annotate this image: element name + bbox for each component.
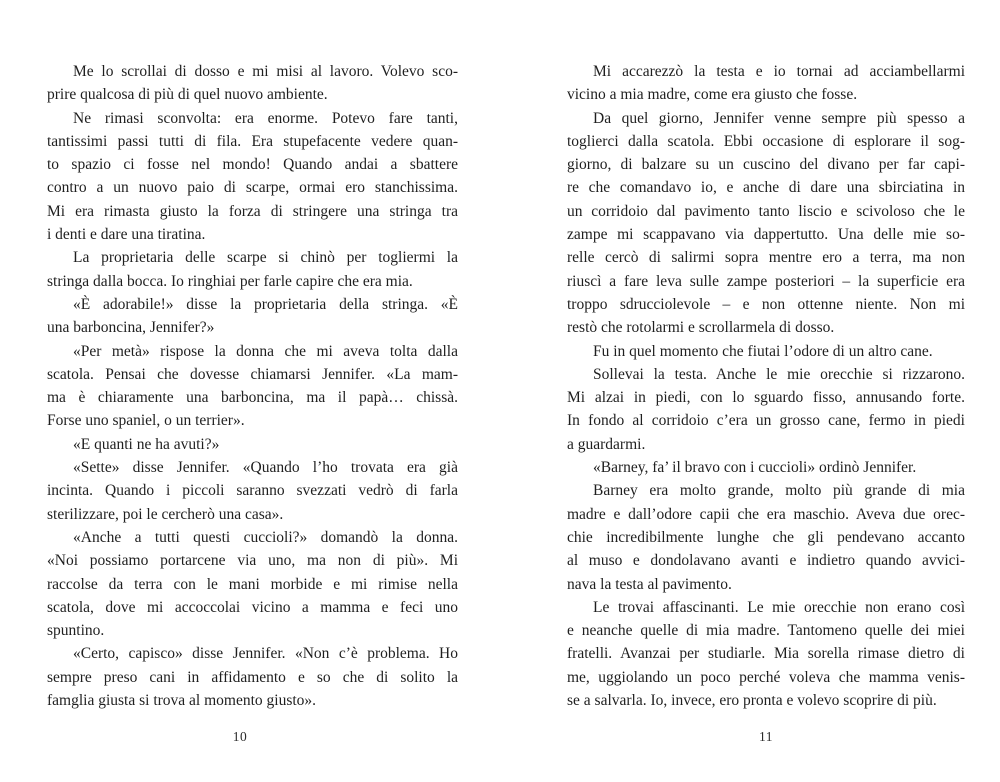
text-line: un corridoio dal pavimento tanto liscio e scivoloso che le <box>567 202 965 220</box>
text-line: giorno, di balzare su un cuscino del divano per far capi- <box>567 156 965 174</box>
text-line: me, uggiolando un poco perché voleva che mamma venis- <box>567 668 965 686</box>
page-right <box>500 0 1000 782</box>
text-line: Fu in quel momento che fiutai l’odore di un altro cane. <box>593 342 933 360</box>
text-line: Mi accarezzò la testa e io tornai ad acciambellarmi <box>593 63 965 80</box>
page-number-left: 10 <box>232 729 248 744</box>
text-line: Mi era rimasta giusto la forza di stringere una stringa tra <box>47 202 458 220</box>
text-line: relle cercò di salirmi sopra mentre ero a terra, ma non <box>567 249 965 267</box>
text-line: restò che rotolarmi e scrollarmela di dosso. <box>567 319 835 337</box>
text-line: «Barney, fa’ il bravo con i cuccioli» ordinò Jennifer. <box>593 459 917 477</box>
text-line: toglierci dalla scatola. Ebbi occasione di esplorare il sog- <box>567 132 965 150</box>
text-line: stringa dalla bocca. Io ringhiai per farle capire che era mia. <box>47 272 413 290</box>
text-line: Mi alzai in piedi, con lo sguardo fisso, annusando forte. <box>567 389 965 407</box>
text-line: vicino a mia madre, come era giusto che fosse. <box>567 86 858 104</box>
text-line: prire qualcosa di più di quel nuovo ambiente. <box>47 86 328 104</box>
text-line: famglia giusta si trova al momento giusto». <box>47 692 317 710</box>
text-line: incinta. Quando i piccoli saranno svezzati vedrò di farla <box>47 482 458 500</box>
text-line: al muso e dondolavano avanti e indietro quando avvici- <box>567 552 965 570</box>
text-line: Barney era molto grande, molto più grande di mia <box>593 482 965 500</box>
text-line: Me lo scrollai di dosso e mi misi al lavoro. Volevo sco- <box>73 63 458 80</box>
text-line: contro a un nuovo paio di scarpe, ormai ero stanchissima. <box>47 179 458 197</box>
text-line: madre e dall’odore capii che era maschio. Aveva due orec- <box>567 505 965 523</box>
text-line: «Anche a tutti questi cuccioli?» domandò la donna. <box>73 528 458 546</box>
text-line: La proprietaria delle scarpe si chinò per togliermi la <box>73 249 458 267</box>
text-line: «E quanti ne ha avuti?» <box>73 435 220 453</box>
text-line: «Noi possiamo portarcene via uno, ma non di più». Mi <box>47 552 458 570</box>
text-line: sterilizzare, poi le cercherò una casa». <box>47 505 284 523</box>
text-line: Ne rimasi sconvolta: era enorme. Potevo fare tanti, <box>73 109 458 127</box>
text-line: a guardarmi. <box>567 435 646 453</box>
text-line: troppo sdrucciolevole – e non ottenne niente. Non mi <box>567 295 965 313</box>
page-right-text-block <box>567 60 965 712</box>
text-line: sempre preso cani in affidamento e so che di solito la <box>47 668 458 686</box>
text-line: re che comandavo io, e anche di dare una sbirciatina in <box>567 179 965 197</box>
text-line: scatola, dove mi accoccolai vicino a mamma e feci uno <box>47 598 458 616</box>
text-line: Da quel giorno, Jennifer venne sempre più spesso a <box>593 109 965 127</box>
text-line: tantissimi passi tutti di fila. Era stupefacente vedere quan- <box>47 132 458 150</box>
text-line: e neanche quelle di mia madre. Tantomeno quelle dei miei <box>567 622 965 640</box>
text-line: riuscì a fare leva sulle zampe posteriori – la superficie era <box>567 272 965 290</box>
text-line: spuntino. <box>47 622 105 640</box>
text-line: In fondo al corridoio c’era un grosso cane, fermo in piedi <box>567 412 965 430</box>
text-line: Sollevai la testa. Anche le mie orecchie si rizzarono. <box>593 365 965 383</box>
text-line: «Sette» disse Jennifer. «Quando l’ho trovata era già <box>73 459 458 477</box>
page-left-text-block <box>47 60 458 712</box>
text-line: nava la testa al pavimento. <box>567 575 732 593</box>
text-line: Le trovai affascinanti. Le mie orecchie non erano così <box>593 598 965 616</box>
text-line: «È adorabile!» disse la proprietaria della stringa. «È <box>73 295 458 313</box>
text-line: zampe mi scappavano via dappertutto. Una delle mie so- <box>567 226 965 244</box>
text-line: «Certo, capisco» disse Jennifer. «Non c’è problema. Ho <box>73 645 458 663</box>
text-line: chie incredibilmente lunghe che gli pendevano accanto <box>567 528 965 546</box>
text-line: Forse uno spaniel, o un terrier». <box>47 412 245 430</box>
text-line: «Per metà» rispose la donna che mi aveva tolta dalla <box>73 342 458 360</box>
text-line: ma è chiaramente una barboncina, ma il papà… chissà. <box>47 389 458 407</box>
text-line: fratelli. Avanzai per studiarle. Mia sorella rimase dietro di <box>567 645 965 663</box>
page-number-right: 11 <box>759 729 773 744</box>
text-line: una barboncina, Jennifer?» <box>47 319 215 337</box>
text-line: scatola. Pensai che dovesse chiamarsi Jennifer. «La mam- <box>47 365 458 383</box>
text-line: raccolse da terra con le mani morbide e mi rimise nella <box>47 575 458 593</box>
text-line: se a salvarla. Io, invece, ero pronta e volevo scoprire di più. <box>567 692 937 710</box>
text-line: to spazio ci fosse nel mondo! Quando andai a sbattere <box>47 156 458 174</box>
text-line: i denti e dare una tiratina. <box>47 226 206 244</box>
